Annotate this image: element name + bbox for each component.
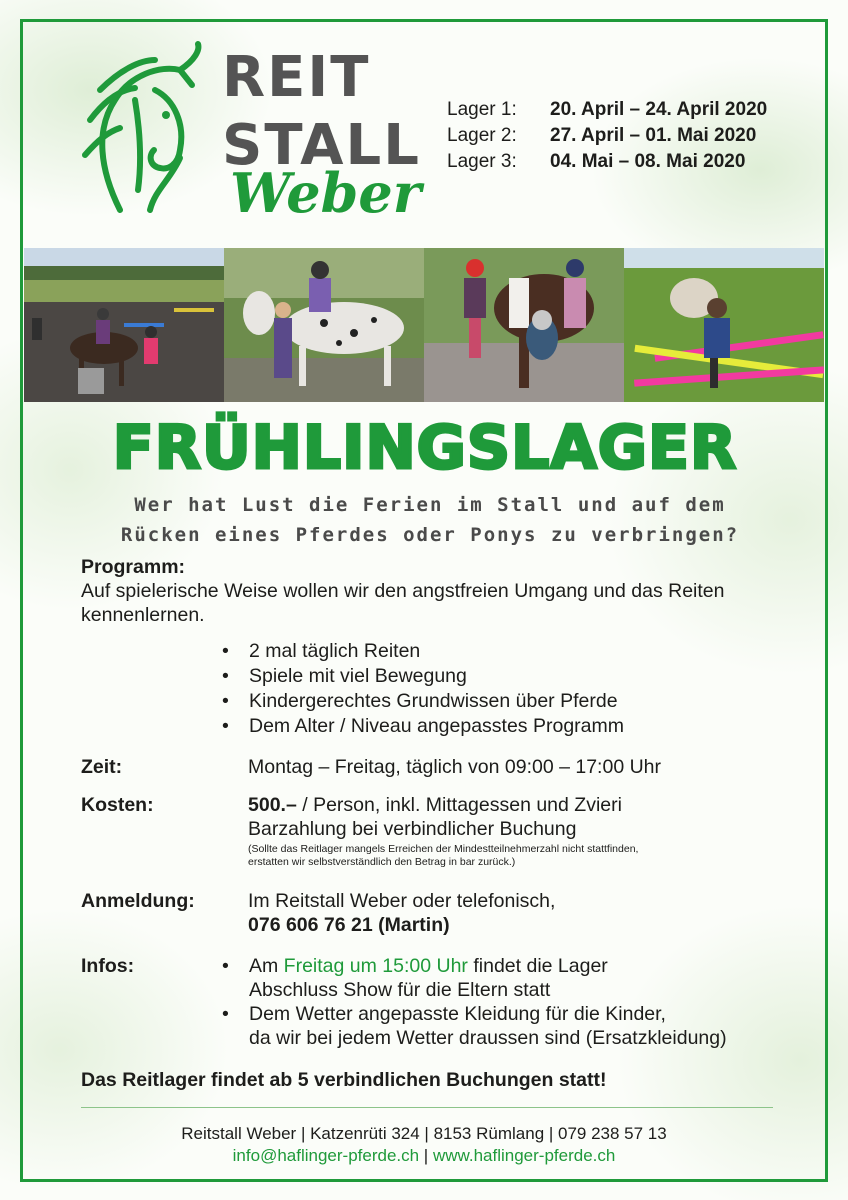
logo-text-reit: REIT: [222, 45, 371, 110]
footer-address: Reitstall Weber | Katzenrüti 324 | 8153 Rümlang | 079 238 57 13: [181, 1124, 667, 1143]
page-title: FRÜHLINGSLAGER: [112, 413, 738, 483]
list-item: • Kindergerechtes Grundwissen über Pferde: [222, 690, 618, 712]
photo-pony-ride: [224, 248, 424, 402]
subtitle-line: Rücken eines Pferdes oder Ponys zu verbringen?: [120, 524, 740, 546]
list-item: • Dem Wetter angepasste Kleidung für die Kinder,: [222, 1003, 666, 1025]
list-item-text: Dem Wetter angepasste Kleidung für die Kinder,: [249, 1003, 666, 1025]
footer-separator: |: [419, 1146, 433, 1165]
list-item-text: Dem Alter / Niveau angepasstes Programm: [249, 715, 624, 737]
website-link[interactable]: www.haflinger-pferde.ch: [432, 1146, 616, 1165]
info-highlight: Freitag um 15:00 Uhr: [283, 955, 468, 977]
list-item-continuation: [222, 1026, 727, 1050]
lager-date: 04. Mai – 08. Mai 2020: [550, 151, 746, 172]
list-item-text: Kindergerechtes Grundwissen über Pferde: [249, 690, 618, 712]
list-item: • Spiele mit viel Bewegung: [222, 665, 467, 687]
kosten-price-line: [248, 793, 622, 817]
infos-list: [222, 954, 727, 1050]
list-item: • Dem Alter / Niveau angepasstes Programm: [222, 715, 624, 737]
kosten-label: Kosten:: [81, 794, 154, 816]
kosten-price: 500.–: [248, 794, 297, 816]
anmeldung-line: Im Reitstall Weber oder telefonisch,: [248, 890, 556, 912]
list-item: • 2 mal täglich Reiten: [222, 640, 421, 662]
horse-head-icon: [80, 40, 220, 220]
lager-label: Lager 2:: [447, 125, 517, 146]
programm-description: Auf spielerische Weise wollen wir den angstfreien Umgang und das Reiten kennenlernen.: [81, 580, 725, 626]
info-text: Am: [249, 955, 284, 977]
closing-note: Das Reitlager findet ab 5 verbindlichen Buchungen statt!: [81, 1069, 607, 1091]
photo-strip: [24, 248, 824, 402]
subtitle: [70, 490, 790, 550]
kosten-note-line: erstatten wir selbstverständlich den Betrag in bar zurück.): [248, 856, 516, 868]
anmeldung-phone: 076 606 76 21 (Martin): [248, 914, 450, 936]
footer-contact: [0, 1145, 848, 1167]
list-item-continuation: [222, 978, 727, 1002]
list-item-text: 2 mal täglich Reiten: [249, 640, 421, 662]
lager-row: [447, 123, 767, 149]
infos-label: Infos:: [81, 955, 135, 977]
photo-jumping: [624, 248, 824, 402]
lager-label: Lager 1:: [447, 99, 517, 120]
kosten-note-line: (Sollte das Reitlager mangels Erreichen der Mindestteilnehmerzahl nicht stattfinden,: [248, 843, 639, 855]
lager-date: 20. April – 24. April 2020: [550, 99, 768, 120]
lager-date: 27. April – 01. Mai 2020: [550, 125, 757, 146]
programm-heading: Programm:: [81, 556, 186, 578]
kosten-payment: Barzahlung bei verbindlicher Buchung: [248, 818, 577, 840]
list-item-text: [249, 954, 608, 978]
lager-row: [447, 149, 767, 175]
photo-riding-arena: [24, 248, 224, 402]
divider: [81, 1107, 773, 1108]
subtitle-line: Wer hat Lust die Ferien im Stall und auf dem: [134, 494, 726, 516]
anmeldung-label: Anmeldung:: [81, 890, 195, 912]
lager-label: Lager 3:: [447, 151, 517, 172]
info-text: findet die Lager: [467, 955, 608, 977]
logo-text-weber: Weber: [230, 161, 422, 225]
list-item-text: Abschluss Show für die Eltern statt: [249, 979, 551, 1001]
email-link[interactable]: info@haflinger-pferde.ch: [232, 1146, 420, 1165]
kosten-price-rest: / Person, inkl. Mittagessen und Zvieri: [296, 794, 622, 816]
lager-dates: [447, 97, 767, 175]
photo-grooming: [424, 248, 624, 402]
logo-text-stall: STALL: [222, 113, 421, 178]
zeit-label: Zeit:: [81, 756, 123, 778]
zeit-value: Montag – Freitag, täglich von 09:00 – 17:00 Uhr: [248, 756, 662, 778]
list-item-text: da wir bei jedem Wetter draussen sind (Ersatzkleidung): [249, 1027, 727, 1049]
programm-list: [222, 639, 624, 739]
list-item: • Am Freitag um 15:00 Uhr findet die Lager: [222, 955, 608, 977]
logo: [80, 40, 430, 230]
lager-row: [447, 97, 767, 123]
list-item-text: Spiele mit viel Bewegung: [249, 665, 467, 687]
